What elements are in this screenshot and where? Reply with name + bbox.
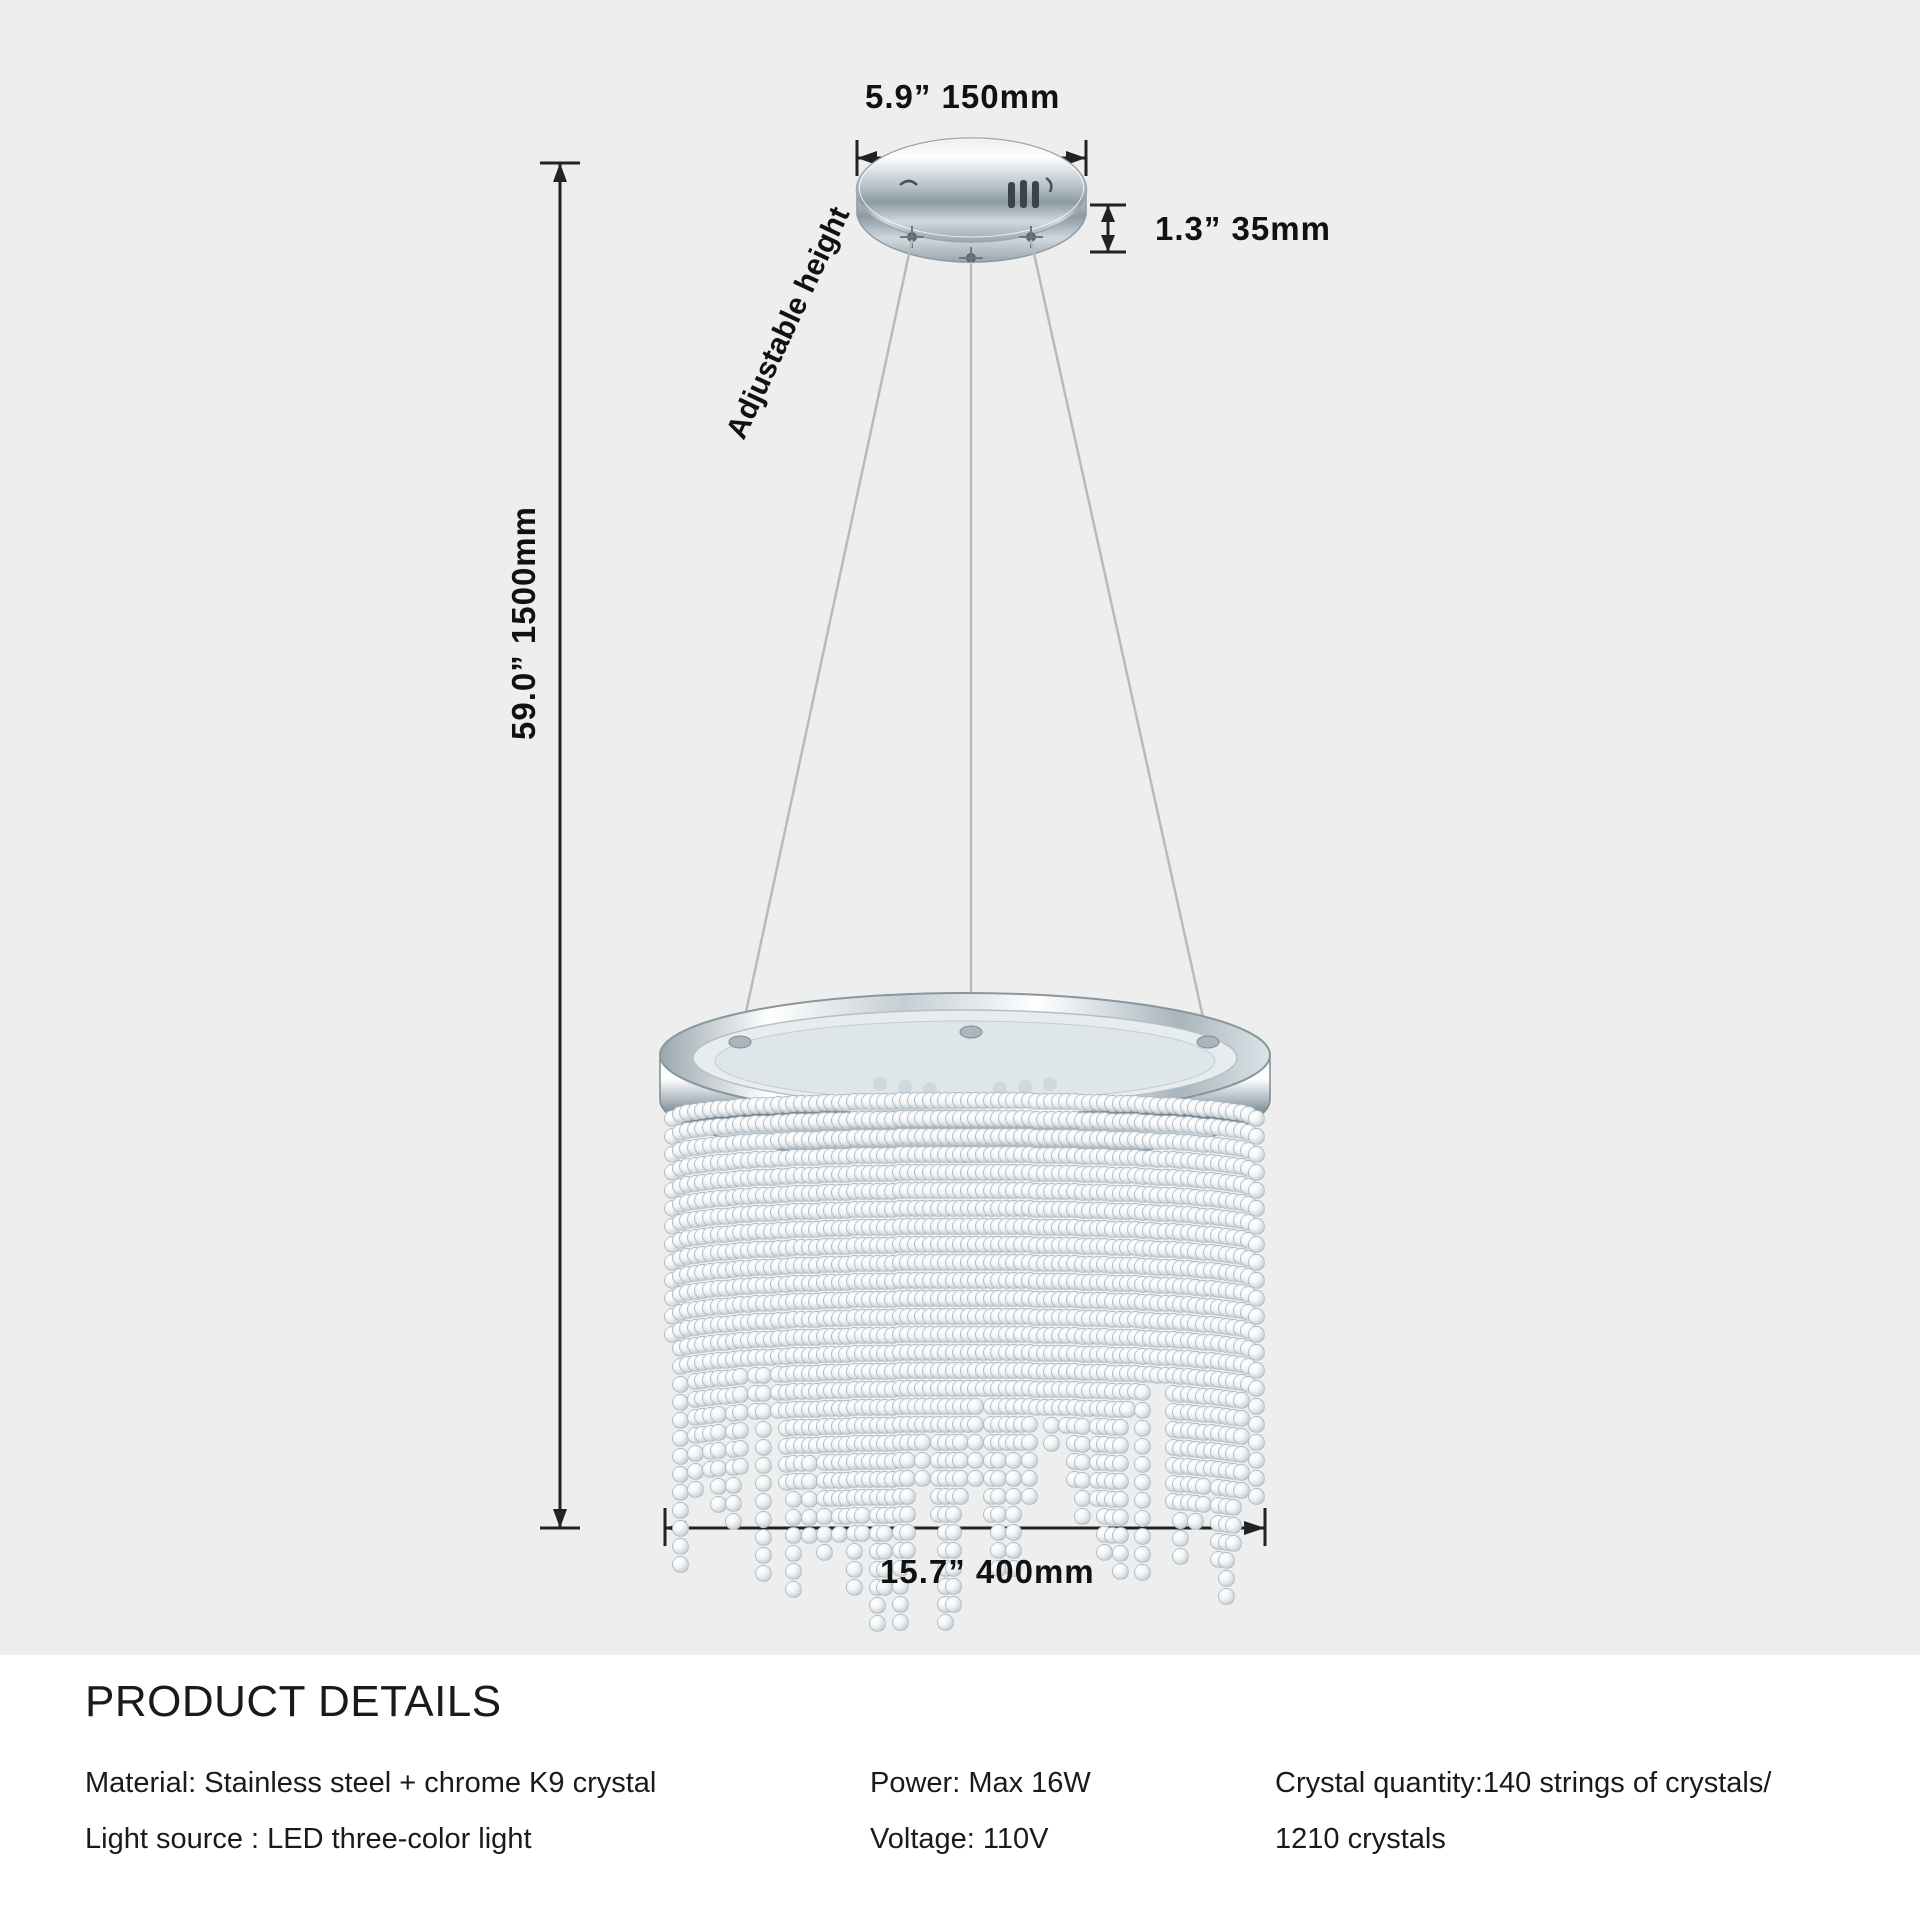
crystal-bead	[1021, 1434, 1038, 1451]
detail-material: Material: Stainless steel + chrome K9 crystal	[85, 1767, 657, 1799]
crystal-bead	[1112, 1437, 1129, 1454]
crystal-bead	[846, 1561, 863, 1578]
detail-crystal-quantity: Crystal quantity:140 strings of crystals/	[1275, 1767, 1772, 1799]
crystal-bead	[869, 1597, 886, 1614]
crystal-bead	[1074, 1508, 1091, 1525]
crystal-bead	[725, 1477, 742, 1494]
crystal-bead	[1112, 1473, 1129, 1490]
crystal-bead	[1134, 1492, 1151, 1509]
crystal-bead	[1248, 1164, 1265, 1181]
crystal-bead	[1248, 1110, 1265, 1127]
crystal-bead	[1248, 1290, 1265, 1307]
crystal-bead	[725, 1495, 742, 1512]
crystal-bead	[1218, 1588, 1235, 1605]
crystal-bead	[1248, 1362, 1265, 1379]
detail-power: Power: Max 16W	[870, 1767, 1091, 1799]
crystal-bead	[1248, 1452, 1265, 1469]
crystal-bead	[732, 1458, 749, 1475]
product-details-panel	[0, 1655, 1920, 1920]
crystal-bead	[1248, 1218, 1265, 1235]
crystal-bead	[687, 1481, 704, 1498]
crystal-bead	[1248, 1470, 1265, 1487]
crystal-bead	[1248, 1128, 1265, 1145]
crystal-bead	[755, 1475, 772, 1492]
crystal-bead	[1112, 1527, 1129, 1544]
crystal-bead	[755, 1421, 772, 1438]
crystal-bead	[1021, 1470, 1038, 1487]
fixture-width-label: 15.7” 400mm	[880, 1553, 1095, 1590]
crystal-bead	[869, 1615, 886, 1632]
crystal-bead	[1225, 1535, 1242, 1552]
crystal-bead	[1187, 1513, 1204, 1530]
adjustable-height-label: Adjustable height	[720, 201, 857, 444]
crystal-bead	[1248, 1236, 1265, 1253]
crystal-bead	[899, 1506, 916, 1523]
crystal-bead	[1134, 1564, 1151, 1581]
crystal-bead	[1225, 1517, 1242, 1534]
crystal-bead	[846, 1579, 863, 1596]
crystal-bead	[1134, 1474, 1151, 1491]
detail-crystal-count: 1210 crystals	[1275, 1823, 1446, 1855]
crystal-bead	[952, 1488, 969, 1505]
crystal-bead	[732, 1422, 749, 1439]
crystal-bead	[1172, 1548, 1189, 1565]
crystal-bead	[1134, 1384, 1151, 1401]
crystal-bead	[892, 1614, 909, 1631]
crystal-bead	[1218, 1552, 1235, 1569]
details-column-material	[85, 1755, 885, 1867]
crystal-bead	[1005, 1524, 1022, 1541]
crystal-bead	[937, 1614, 954, 1631]
crystal-bead	[1225, 1499, 1242, 1516]
crystal-bead	[755, 1565, 772, 1582]
crystal-bead	[1112, 1419, 1129, 1436]
crystal-bead	[672, 1556, 689, 1573]
crystal-bead	[725, 1513, 742, 1530]
crystal-bead	[1112, 1563, 1129, 1580]
crystal-bead	[1043, 1435, 1060, 1452]
crystal-bead	[1134, 1456, 1151, 1473]
crystal-bead	[1248, 1326, 1265, 1343]
crystal-bead	[1134, 1438, 1151, 1455]
crystal-bead	[1134, 1420, 1151, 1437]
crystal-bead	[1248, 1434, 1265, 1451]
total-height-label: 59.0” 1500mm	[505, 506, 542, 740]
crystal-bead	[899, 1488, 916, 1505]
crystal-bead	[1248, 1254, 1265, 1271]
crystal-bead	[755, 1511, 772, 1528]
crystal-bead	[945, 1506, 962, 1523]
crystal-bead	[732, 1440, 749, 1457]
crystal-bead	[1021, 1488, 1038, 1505]
canopy-height-label: 1.3” 35mm	[1155, 210, 1331, 247]
crystal-bead	[785, 1545, 802, 1562]
crystal-bead	[672, 1502, 689, 1519]
crystal-bead	[1248, 1416, 1265, 1433]
crystal-bead	[1112, 1491, 1129, 1508]
crystal-bead	[1112, 1455, 1129, 1472]
crystal-bead	[1172, 1530, 1189, 1547]
details-column-power	[870, 1755, 1250, 1867]
crystal-bead	[816, 1544, 833, 1561]
crystal-bead	[1248, 1182, 1265, 1199]
crystal-bead	[1248, 1272, 1265, 1289]
crystal-bead	[785, 1581, 802, 1598]
crystal-bead	[1218, 1570, 1235, 1587]
crystal-bead	[1248, 1398, 1265, 1415]
crystal-bead	[945, 1524, 962, 1541]
product-details-title: PRODUCT DETAILS	[85, 1677, 502, 1726]
crystal-bead	[1134, 1510, 1151, 1527]
crystal-bead	[846, 1543, 863, 1560]
crystal-bead	[1134, 1546, 1151, 1563]
crystal-bead	[892, 1596, 909, 1613]
crystal-bead	[1248, 1200, 1265, 1217]
crystal-bead	[1005, 1506, 1022, 1523]
crystal-bead	[672, 1520, 689, 1537]
crystal-bead	[1021, 1452, 1038, 1469]
crystal-bead	[1112, 1545, 1129, 1562]
crystal-bead	[1134, 1528, 1151, 1545]
crystal-bead	[755, 1457, 772, 1474]
detail-voltage: Voltage: 110V	[870, 1823, 1049, 1855]
canopy-width-label: 5.9” 150mm	[865, 78, 1061, 115]
crystal-bead	[755, 1439, 772, 1456]
detail-light-source: Light source : LED three-color light	[85, 1823, 532, 1855]
crystal-bead	[755, 1547, 772, 1564]
crystal-bead	[1248, 1308, 1265, 1325]
crystal-bead	[1248, 1488, 1265, 1505]
crystal-bead	[899, 1524, 916, 1541]
crystal-bead	[1248, 1380, 1265, 1397]
crystal-bead	[672, 1538, 689, 1555]
crystal-bead	[945, 1596, 962, 1613]
crystal-bead	[1248, 1344, 1265, 1361]
crystal-bead	[1021, 1416, 1038, 1433]
crystal-bead	[755, 1493, 772, 1510]
crystal-bead	[1112, 1509, 1129, 1526]
crystal-bead	[1134, 1402, 1151, 1419]
details-column-crystal	[1275, 1755, 1895, 1867]
crystal-bead	[755, 1529, 772, 1546]
crystal-bead	[1248, 1146, 1265, 1163]
crystal-strand	[1248, 1110, 1266, 1506]
crystal-bead	[785, 1563, 802, 1580]
